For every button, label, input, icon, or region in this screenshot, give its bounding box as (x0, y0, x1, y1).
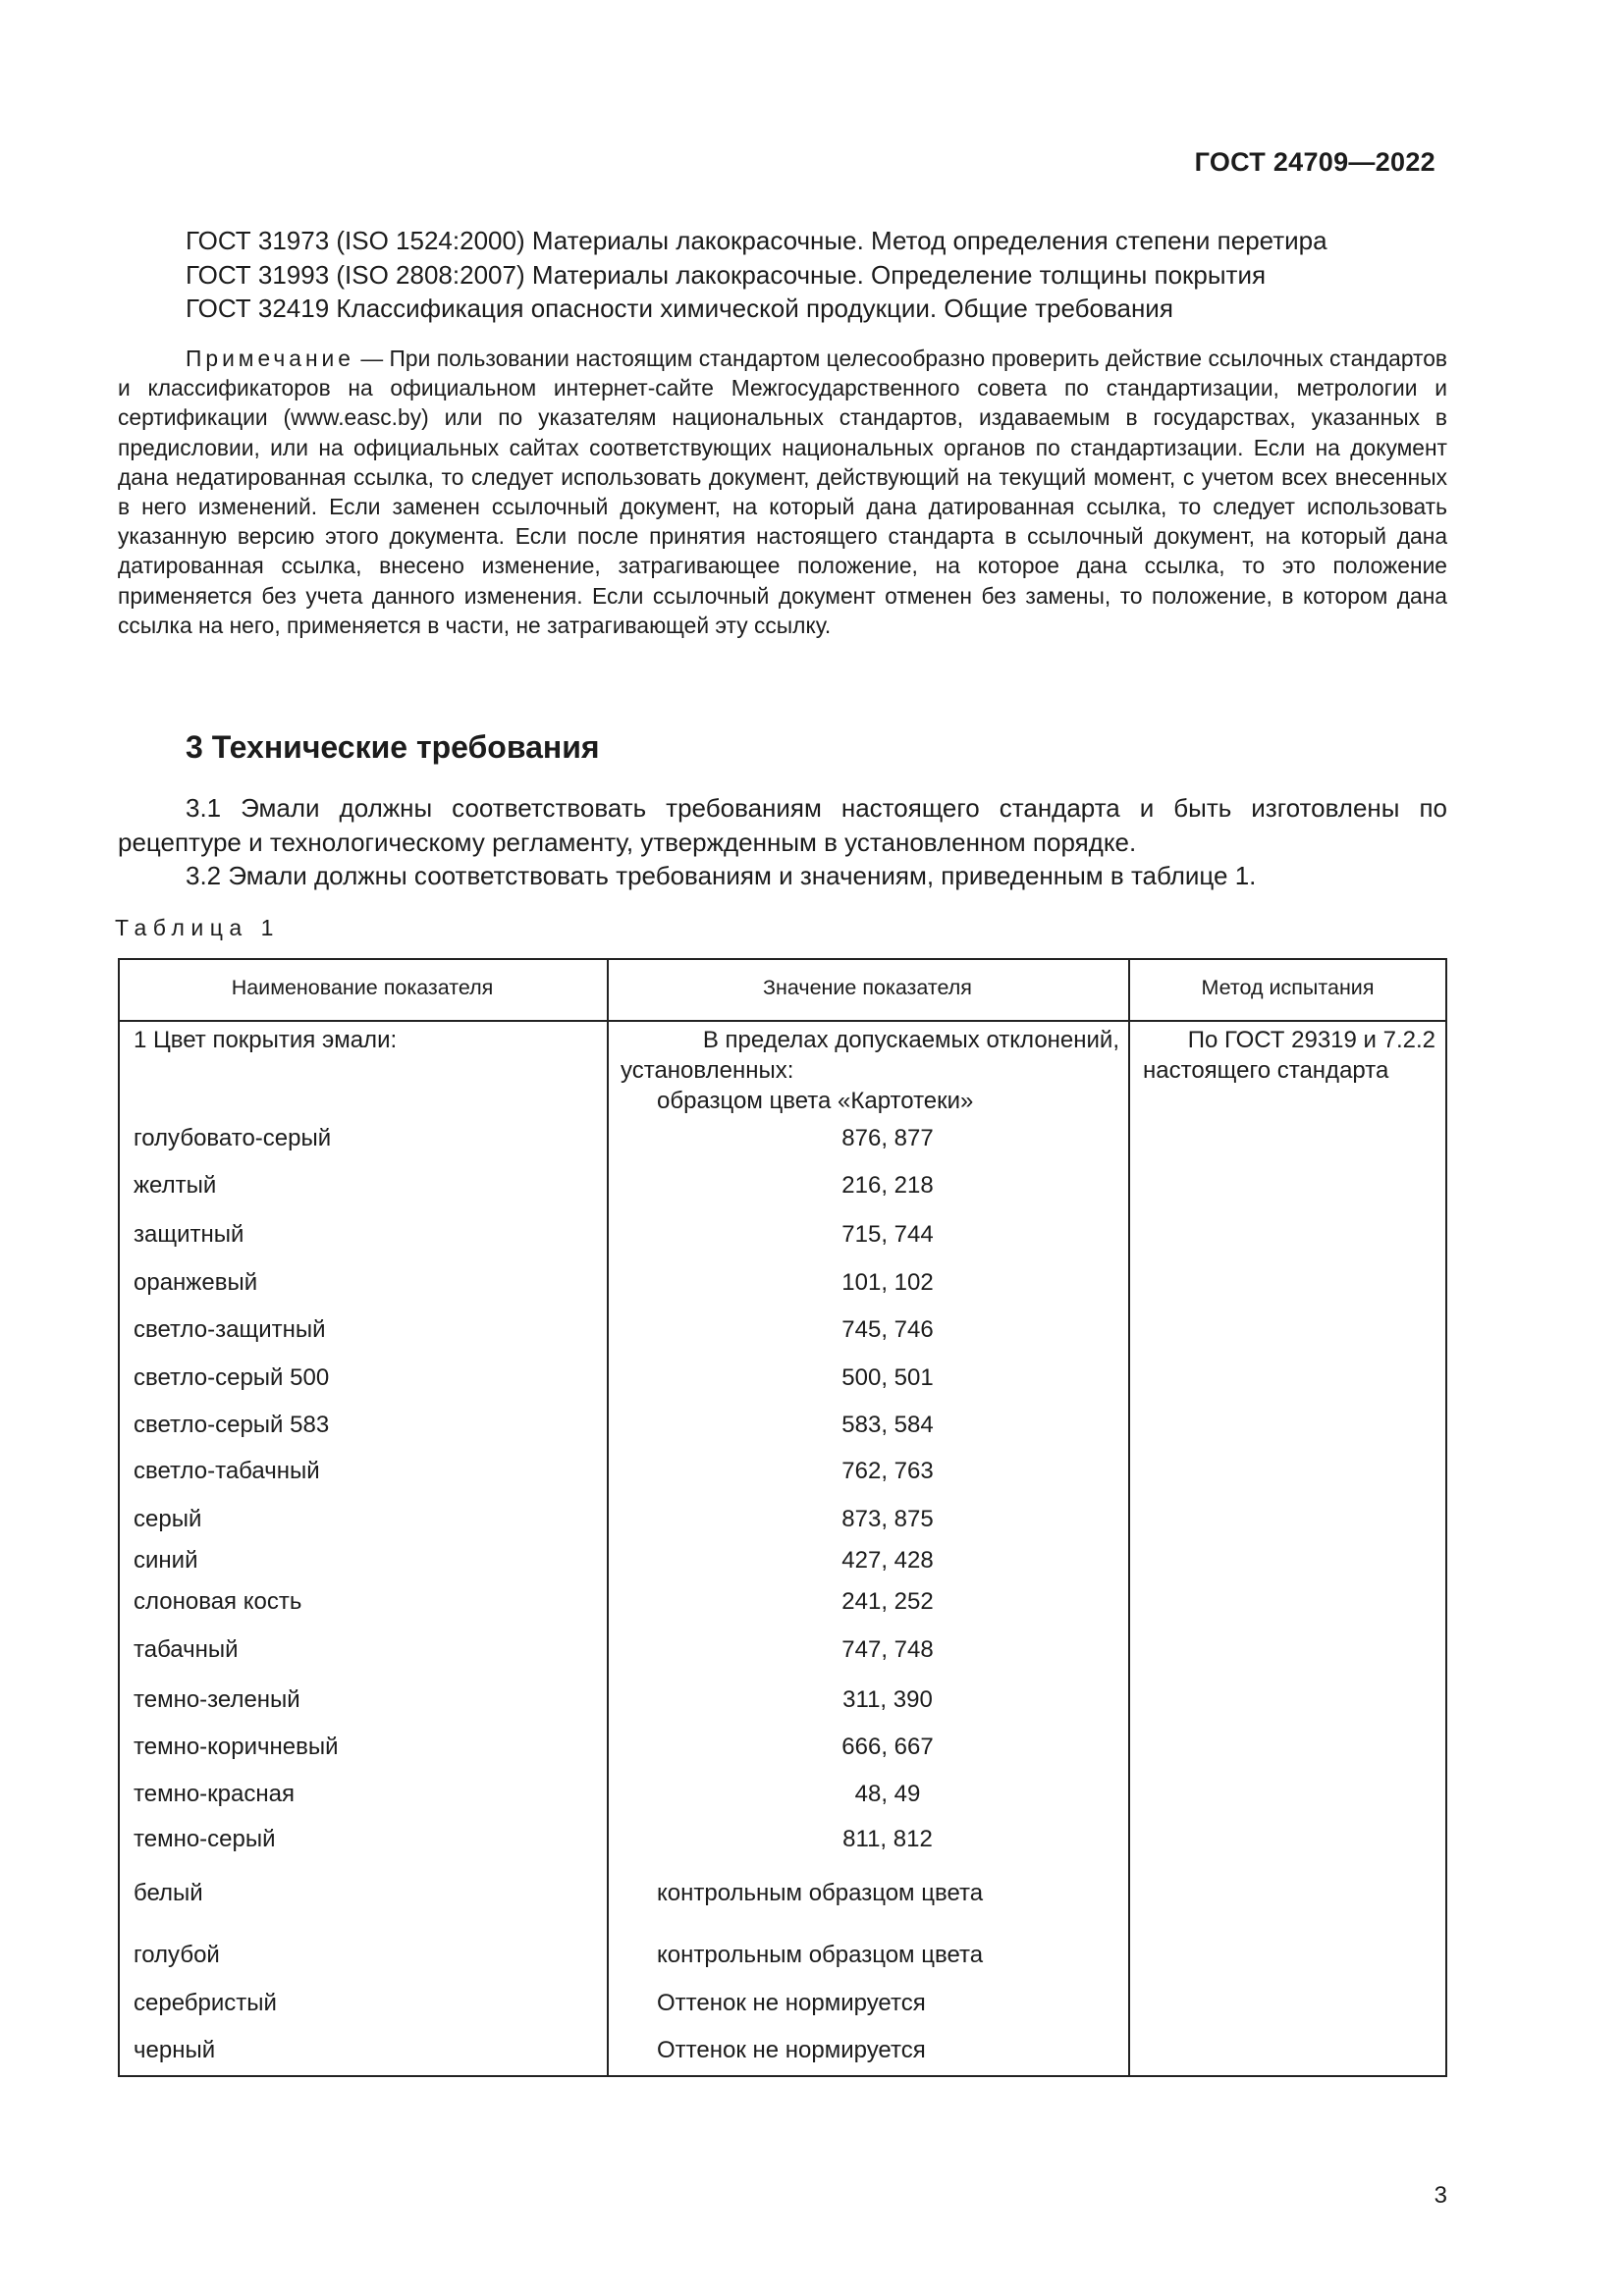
table-cell-value: В пределах допускаемых отклонений, (702, 1027, 1119, 1053)
table-cell-value: установленных: (621, 1057, 794, 1084)
table-caption: Таблица 1 (115, 915, 280, 940)
table-cell-value: 241, 252 (841, 1588, 934, 1615)
table-cell-name: темно-коричневый (134, 1734, 339, 1760)
reference-line: ГОСТ 32419 Классификация опасности химической продукции. Общие требования (186, 294, 1173, 323)
header-value: Значение показателя (763, 976, 972, 999)
document-code: ГОСТ 24709—2022 (1194, 147, 1435, 177)
header-name: Наименование показателя (231, 976, 494, 999)
table-cell-name: темно-красная (134, 1781, 295, 1807)
table-cell-name: серебристый (134, 1990, 277, 2016)
table-cell-value: 311, 390 (842, 1686, 933, 1713)
note-paragraph (118, 344, 1447, 640)
table-cell-method: По ГОСТ 29319 и 7.2.2 (1187, 1027, 1435, 1053)
table-cell-name: табачный (134, 1636, 239, 1663)
column-divider (607, 958, 609, 2077)
table-1 (118, 958, 1447, 2077)
paragraph-3-2: 3.2 Эмали должны соответствовать требованиям и значениям, приведенным в таблице 1. (186, 861, 1257, 890)
table-cell-method: настоящего стандарта (1143, 1057, 1389, 1084)
note-text: — При пользовании настоящим стандартом целесообразно проверить действие ссылочных стандартов и классификаторов на официальном интернет-сайте Межгосударственного совета по стандартизации, метрологии и сертификации (www.easc.by) или по указателям национальных стандартов, издаваемым в государствах, указанных в предисловии, или на официальных сайтах соответствующих национальных органов по стандартизации. Если на документ дана недатированная ссылка, то следует использовать документ, действующий на текущий момент, с учетом всех внесенных в него изменений. Если заменен ссылочный документ, на который дана датированная ссылка, то следует использовать указанную версию этого документа. Если после принятия настоящего стандарта в ссылочный документ, на который дана датированная ссылка, внесено изменение, затрагивающее положение, на которое дана ссылка, то это положение применяется без учета данного изменения. Если ссылочный документ отменен без замены, то положение, в котором дана ссылка на него, применяется в части, не затрагивающей эту ссылку. (118, 346, 1447, 638)
table-cell-name: темно-зеленый (134, 1686, 300, 1713)
table-cell-value: 715, 744 (841, 1221, 934, 1248)
table-cell-name: светло-серый 500 (134, 1364, 330, 1391)
reference-line: ГОСТ 31993 (ISO 2808:2007) Материалы лакокрасочные. Определение толщины покрытия (186, 259, 1267, 290)
table-cell-name: голубой (134, 1942, 220, 1968)
table-cell-value: Оттенок не нормируется (657, 1990, 926, 2016)
table-cell-value: 583, 584 (841, 1412, 934, 1438)
table-cell-value: 427, 428 (841, 1547, 934, 1574)
table-cell-value: 500, 501 (841, 1364, 934, 1391)
table-cell-name: черный (134, 2037, 216, 2063)
table-cell-value: 876, 877 (841, 1125, 934, 1151)
table-cell-value: 666, 667 (841, 1734, 934, 1760)
header-divider (118, 1020, 1447, 1022)
table-cell-name: голубовато-серый (134, 1125, 332, 1151)
table-cell-value: Оттенок не нормируется (657, 2037, 926, 2063)
table-cell-value: 747, 748 (841, 1636, 934, 1663)
table-cell-name: серый (134, 1506, 202, 1532)
table-cell-name: светло-защитный (134, 1316, 326, 1343)
table-cell-value: образцом цвета «Картотеки» (657, 1088, 974, 1114)
table-cell-name: слоновая кость (134, 1588, 302, 1615)
table-cell-name: светло-табачный (134, 1458, 320, 1484)
table-cell-name: оранжевый (134, 1269, 258, 1296)
table-cell-name: светло-серый 583 (134, 1412, 330, 1438)
table-cell-name: темно-серый (134, 1826, 276, 1852)
table-cell-value: 745, 746 (841, 1316, 934, 1343)
table-cell-name: белый (134, 1880, 203, 1906)
table-cell-value: 216, 218 (841, 1172, 934, 1199)
table-cell-value: 48, 49 (854, 1781, 921, 1807)
header-method: Метод испытания (1201, 976, 1375, 999)
table-cell-name: защитный (134, 1221, 244, 1248)
normative-references (186, 224, 1452, 326)
table-cell-value: 101, 102 (841, 1269, 934, 1296)
section-title: 3 Технические требования (186, 729, 600, 765)
table-cell-name: 1 Цвет покрытия эмали: (134, 1027, 398, 1053)
table-cell-value: 762, 763 (841, 1458, 934, 1484)
paragraph-3-1: 3.1 Эмали должны соответствовать требованиям настоящего стандарта и быть изготовлены по рецептуре и технологическому регламенту, утвержденным в установленном порядке. (118, 793, 1447, 857)
table-cell-value: контрольным образцом цвета (657, 1942, 984, 1968)
table-cell-name: синий (134, 1547, 198, 1574)
table-cell-value: контрольным образцом цвета (657, 1880, 984, 1906)
section-paragraphs (118, 791, 1447, 893)
reference-line: ГОСТ 31973 (ISO 1524:2000) Материалы лакокрасочные. Метод определения степени перетира (186, 226, 1327, 255)
note-label: Примечание (186, 346, 354, 371)
page-number: 3 (1434, 2182, 1447, 2209)
table-cell-value: 811, 812 (842, 1826, 933, 1852)
table-cell-value: 873, 875 (841, 1506, 934, 1532)
table-cell-name: желтый (134, 1172, 217, 1199)
column-divider (1128, 958, 1130, 2077)
